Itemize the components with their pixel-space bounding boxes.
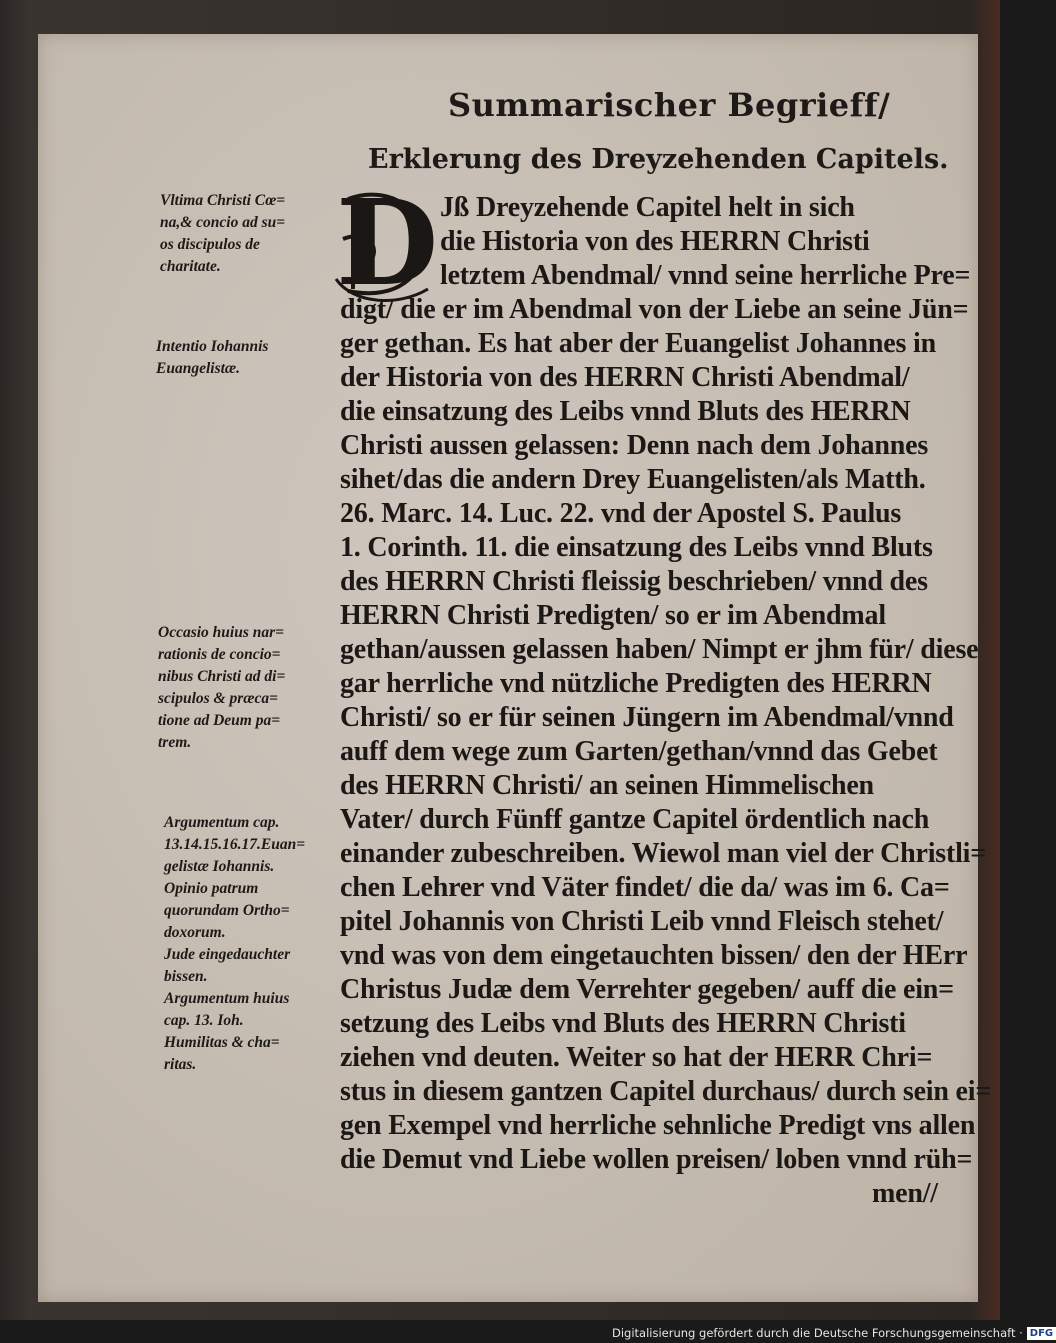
text-line: vnd was von dem eingetauchten bissen/ den der HErr: [340, 940, 968, 971]
margin-note-line: os discipulos de: [160, 236, 260, 253]
margin-note-line: gelistæ Iohannis.: [164, 858, 275, 875]
text-line: setzung des Leibs vnd Bluts des HERRN Christi: [340, 1008, 906, 1039]
margin-note-line: Euangelistæ.: [156, 360, 240, 377]
margin-note-line: ritas.: [164, 1056, 197, 1073]
text-line: digt/ die er im Abendmal von der Liebe an seine Jün=: [340, 294, 969, 325]
digitization-credit: [612, 1324, 1054, 1343]
text-line: ger gethan. Es hat aber der Euangelist Johannes in: [340, 328, 936, 359]
margin-note-line: Argumentum cap.: [164, 814, 280, 831]
text-line: stus in diesem gantzen Capitel durchaus/ durch sein ei=: [340, 1076, 992, 1107]
text-line: auff dem wege zum Garten/gethan/vnnd das Gebet: [340, 736, 938, 767]
margin-note-line: Opinio patrum: [164, 880, 259, 897]
margin-note-line: Intentio Iohannis: [156, 338, 269, 355]
dfg-logo: DFG: [1027, 1327, 1056, 1340]
margin-note: [160, 190, 350, 278]
margin-note-line: cap. 13. Ioh.: [164, 1012, 244, 1029]
margin-note: [158, 622, 348, 754]
text-line: der Historia von des HERRN Christi Abendmal/: [340, 362, 910, 393]
margin-note-line: doxorum.: [164, 924, 226, 941]
text-line: Christi aussen gelassen: Denn nach dem Johannes: [340, 430, 929, 461]
text-line: die Demut vnd Liebe wollen preisen/ loben vnnd rüh=: [340, 1144, 973, 1175]
margin-note-line: Humilitas & cha=: [164, 1034, 280, 1051]
page-title: Summarischer Begrieff/: [448, 86, 891, 124]
text-line: einander zubeschreiben. Wiewol man viel der Christli=: [340, 838, 987, 869]
margin-note-line: Jude eingedauchter: [164, 946, 291, 963]
text-line: 26. Marc. 14. Luc. 22. vnd der Apostel S. Paulus: [340, 498, 902, 529]
text-line: ziehen vnd deuten. Weiter so hat der HERR Chri=: [340, 1042, 933, 1073]
margin-note-line: rationis de concio=: [158, 646, 281, 663]
drop-cap-initial: D: [336, 173, 439, 312]
text-line: des HERRN Christi fleissig beschrieben/ vnnd des: [340, 566, 928, 597]
text-line: HERRN Christi Predigten/ so er im Abendmal: [340, 600, 886, 631]
margin-note-line: 13.14.15.16.17.Euan=: [164, 836, 306, 853]
document-page: [38, 34, 992, 1302]
text-line: Jß Dreyzehende Capitel helt in sich: [440, 192, 855, 223]
text-line: men//: [872, 1178, 938, 1209]
credit-text: Digitalisierung gefördert durch die Deutsche Forschungsgemeinschaft ·: [612, 1326, 1023, 1340]
text-line: gethan/aussen gelassen haben/ Nimpt er jhm für/ diese: [340, 634, 979, 665]
margin-note-line: trem.: [158, 734, 192, 751]
text-line: Christus Judæ dem Verrehter gegeben/ auff die ein=: [340, 974, 954, 1005]
text-line: pitel Johannis von Christi Leib vnnd Fleisch stehet/: [340, 906, 944, 937]
margin-note-line: quorundam Ortho=: [164, 902, 290, 919]
margin-note-line: na,& concio ad su=: [160, 214, 286, 231]
margin-note-line: bissen.: [164, 968, 208, 985]
margin-note-line: Occasio huius nar=: [158, 624, 284, 641]
margin-note-line: tione ad Deum pa=: [158, 712, 281, 729]
margin-note-line: charitate.: [160, 258, 221, 275]
text-line: chen Lehrer vnd Väter findet/ die da/ was im 6. Ca=: [340, 872, 950, 903]
margin-note-line: Vltima Christi Cœ=: [160, 192, 286, 209]
margin-note-line: nibus Christi ad di=: [158, 668, 286, 685]
text-line: des HERRN Christi/ an seinen Himmelischen: [340, 770, 874, 801]
text-line: 1. Corinth. 11. die einsatzung des Leibs vnnd Bluts: [340, 532, 933, 563]
text-line: die Historia von des HERRN Christi: [440, 226, 870, 257]
text-line: gen Exempel vnd herrliche sehnliche Predigt vns allen: [340, 1110, 976, 1141]
text-line: letztem Abendmal/ vnnd seine herrliche Pre=: [440, 260, 971, 291]
margin-note-line: scipulos & præca=: [158, 690, 278, 707]
chapter-subtitle: Erklerung des Dreyzehenden Capitels.: [368, 144, 949, 175]
margin-note: [156, 336, 346, 380]
text-line: sihet/das die andern Drey Euangelisten/als Matth.: [340, 464, 926, 495]
text-line: Christi/ so er für seinen Jüngern im Abendmal/vnnd: [340, 702, 954, 733]
text-line: Vater/ durch Fünff gantze Capitel ördentlich nach: [340, 804, 930, 835]
margin-note: [164, 812, 354, 1076]
margin-note-line: Argumentum huius: [164, 990, 290, 1007]
text-line: die einsatzung des Leibs vnnd Bluts des HERRN: [340, 396, 911, 427]
text-line: gar herrliche vnd nützliche Predigten des HERRN: [340, 668, 932, 699]
